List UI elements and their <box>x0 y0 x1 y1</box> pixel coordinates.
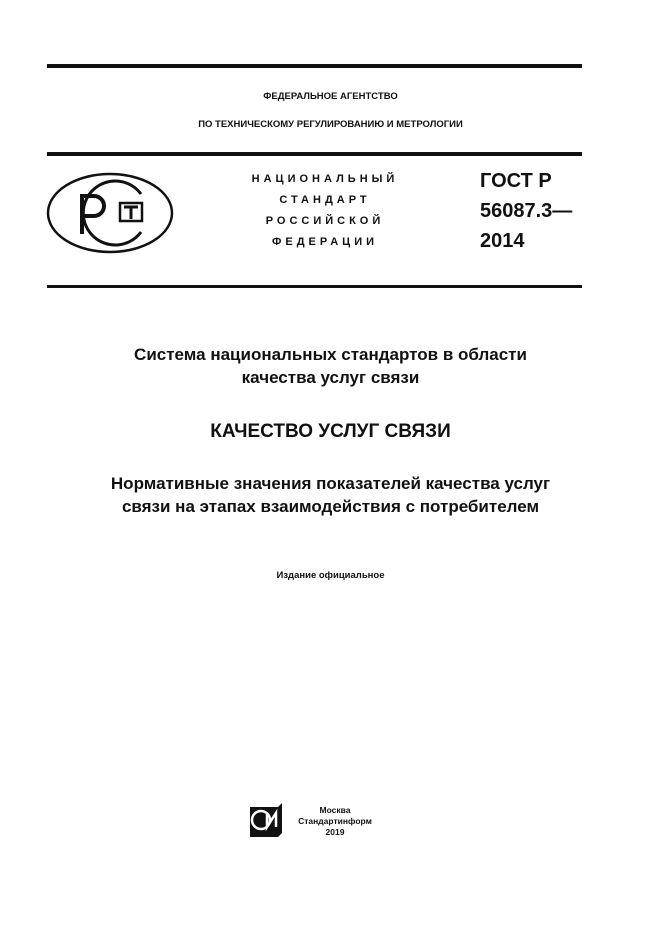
agency-line-1: ФЕДЕРАЛЬНОЕ АГЕНТСТВО <box>263 91 398 102</box>
header-rule <box>47 152 582 156</box>
bottom-header-rule <box>47 285 582 288</box>
rst-logo-icon <box>46 172 174 254</box>
designation-line: 2014 <box>480 230 525 252</box>
agency-line-2: ПО ТЕХНИЧЕСКОМУ РЕГУЛИРОВАНИЮ И МЕТРОЛОГИИ <box>198 119 463 130</box>
standard-type-line: СТАНДАРТ <box>279 194 371 206</box>
publisher-name: Стандартинформ <box>298 816 372 826</box>
publisher-info <box>290 805 380 838</box>
publisher-city: Москва <box>319 805 351 815</box>
standard-designation <box>480 166 572 256</box>
standard-type-line: НАЦИОНАЛЬНЫЙ <box>251 173 399 185</box>
top-rule <box>47 64 582 68</box>
standard-type-line: ФЕДЕРАЦИИ <box>271 236 379 248</box>
series-title-line-2: качества услуг связи <box>241 368 420 387</box>
standard-type <box>205 169 445 253</box>
subtitle-line-1: Нормативные значения показателей качества услуг <box>110 474 551 493</box>
standartinform-logo-icon <box>248 803 284 837</box>
publisher-year: 2019 <box>325 827 345 837</box>
edition-note: Издание официальное <box>276 570 385 581</box>
designation-line: ГОСТ Р <box>480 170 552 192</box>
main-title: КАЧЕСТВО УСЛУГ СВЯЗИ <box>210 421 451 442</box>
standard-type-line: РОССИЙСКОЙ <box>265 215 385 227</box>
designation-line: 56087.3— <box>480 200 573 222</box>
series-title-line-1: Система национальных стандартов в области <box>134 345 527 364</box>
subtitle-line-2: связи на этапах взаимодействия с потребителем <box>121 497 540 516</box>
